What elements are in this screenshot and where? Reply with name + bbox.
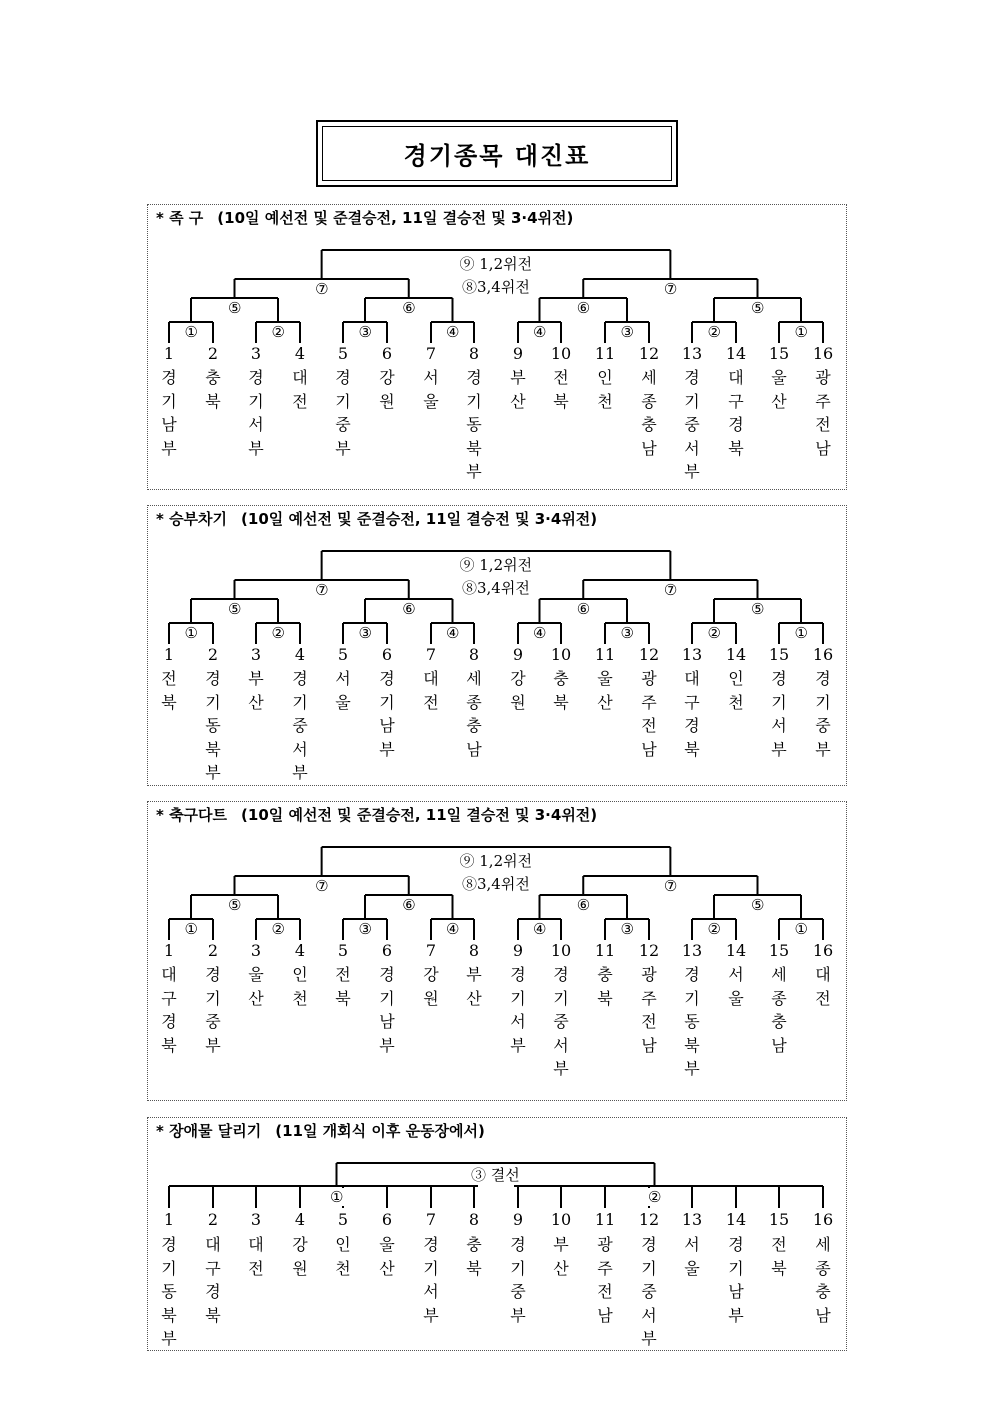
seed-number: 13 — [681, 1210, 703, 1229]
seed-number: 14 — [725, 941, 747, 960]
seed-number: 2 — [207, 645, 219, 664]
team-name: 부 산 — [248, 669, 264, 712]
team-name: 대 전 — [815, 965, 831, 1008]
seed-number: 13 — [681, 344, 703, 363]
seed-number: 16 — [812, 645, 834, 664]
team-name: 경 기 서 부 — [248, 368, 264, 458]
match-label: ⑥ — [576, 896, 591, 914]
match-label: ③ — [358, 624, 372, 642]
final-label: ⑨ 1,2위전 — [459, 255, 533, 273]
seed-number: 1 — [163, 645, 175, 664]
team-name: 경 기 남 부 — [379, 669, 395, 759]
team-name: 대 구 경 북 — [161, 965, 177, 1055]
team-name: 인 천 — [292, 965, 308, 1008]
seed-number: 9 — [512, 941, 524, 960]
seed-number: 16 — [812, 941, 834, 960]
heat-label: ② — [648, 1188, 662, 1206]
seed-number: 8 — [468, 645, 480, 664]
match-label: ⑥ — [576, 299, 591, 317]
match-label: ① — [794, 323, 808, 341]
team-name: 경 기 동 북 부 — [684, 965, 700, 1078]
team-name: 경 기 중 부 — [510, 1235, 526, 1325]
team-name: 경 기 중 부 — [335, 368, 351, 458]
seed-number: 9 — [512, 344, 524, 363]
seed-number: 7 — [425, 645, 437, 664]
seed-number: 4 — [294, 1210, 306, 1229]
seed-number: 8 — [468, 941, 480, 960]
team-name: 경 기 서 부 — [771, 669, 787, 759]
team-name: 부 산 — [553, 1235, 569, 1278]
team-name: 전 북 — [161, 669, 177, 712]
seed-number: 4 — [294, 344, 306, 363]
third-place-label: ⑧3,4위전 — [462, 579, 530, 597]
match-label: ③ — [620, 920, 634, 938]
seed-number: 16 — [812, 1210, 834, 1229]
seed-number: 6 — [381, 1210, 393, 1229]
match-label: ③ — [620, 624, 634, 642]
event-name: * 장애물 달리기 — [156, 1122, 262, 1140]
match-label: ① — [184, 624, 198, 642]
match-label: ⑦ — [315, 280, 329, 298]
team-name: 부 산 — [510, 368, 526, 411]
team-name: 인 천 — [728, 669, 744, 712]
match-label: ② — [271, 624, 285, 642]
seed-number: 3 — [250, 1210, 262, 1229]
match-label: ① — [184, 920, 198, 938]
seed-number: 9 — [512, 1210, 524, 1229]
team-name: 울 산 — [248, 965, 264, 1008]
seed-number: 12 — [638, 344, 660, 363]
team-name: 광 주 전 남 — [641, 669, 657, 759]
seed-number: 3 — [250, 645, 262, 664]
match-label: ⑤ — [228, 299, 242, 317]
team-name: 경 기 중 부 — [815, 669, 831, 759]
seed-number: 10 — [550, 1210, 572, 1229]
team-name: 경 기 남 부 — [161, 368, 177, 458]
match-label: ② — [707, 920, 721, 938]
page-title: 경기종목 대진표 — [322, 126, 672, 181]
seed-number: 4 — [294, 645, 306, 664]
team-name: 인 천 — [335, 1235, 351, 1278]
seed-number: 11 — [594, 941, 616, 960]
seed-number: 6 — [381, 941, 393, 960]
seed-number: 6 — [381, 344, 393, 363]
match-label: ⑥ — [402, 600, 416, 618]
third-place-label: ⑧3,4위전 — [462, 875, 530, 893]
seed-number: 5 — [337, 645, 349, 664]
team-name: 인 천 — [597, 368, 613, 411]
team-name: 경 기 동 북 부 — [161, 1235, 177, 1348]
match-label: ⑤ — [751, 299, 765, 317]
event-schedule: (11일 개회식 이후 운동장에서) — [275, 1122, 485, 1140]
seed-number: 6 — [381, 645, 393, 664]
seed-number: 10 — [550, 344, 572, 363]
seed-number: 10 — [550, 645, 572, 664]
match-label: ⑤ — [751, 896, 765, 914]
seed-number: 14 — [725, 645, 747, 664]
match-label: ⑦ — [663, 877, 678, 895]
seed-number: 5 — [337, 344, 349, 363]
seed-number: 10 — [550, 941, 572, 960]
match-label: ② — [271, 323, 285, 341]
event-schedule: (10일 예선전 및 준결승전, 11일 결승전 및 3·4위전) — [241, 510, 598, 528]
team-name: 울 산 — [379, 1235, 395, 1278]
team-name: 경 기 중 서 부 — [553, 965, 569, 1078]
seed-number: 12 — [638, 1210, 660, 1229]
match-label: ④ — [446, 323, 460, 341]
team-name: 충 북 — [553, 669, 569, 712]
team-name: 경 기 중 부 — [205, 965, 221, 1055]
team-name: 대 구 경 북 — [205, 1235, 221, 1325]
seed-number: 8 — [468, 344, 480, 363]
seed-number: 3 — [250, 941, 262, 960]
seed-number: 7 — [425, 344, 437, 363]
third-place-label: ⑧3,4위전 — [462, 278, 530, 296]
title-box — [316, 120, 678, 187]
seed-number: 11 — [594, 1210, 616, 1229]
team-name: 울 산 — [771, 368, 787, 411]
match-label: ② — [707, 624, 721, 642]
seed-number: 12 — [638, 941, 660, 960]
team-name: 세 종 충 남 — [641, 368, 657, 458]
team-name: 대 구 경 북 — [728, 368, 744, 458]
match-label: ⑤ — [751, 600, 765, 618]
match-label: ① — [184, 323, 198, 341]
match-label: ① — [794, 624, 808, 642]
team-name: 경 기 중 서 부 — [641, 1235, 657, 1348]
event-schedule: (10일 예선전 및 준결승전, 11일 결승전 및 3·4위전) — [241, 806, 598, 824]
team-name: 경 기 남 부 — [728, 1235, 744, 1325]
team-name: 대 전 — [292, 368, 308, 411]
match-label: ⑦ — [663, 280, 678, 298]
team-name: 경 기 남 부 — [379, 965, 395, 1055]
match-label: ② — [271, 920, 285, 938]
final-label: ⑨ 1,2위전 — [459, 556, 533, 574]
match-label: ④ — [533, 624, 547, 642]
match-label: ① — [794, 920, 808, 938]
match-label: ⑥ — [576, 600, 591, 618]
seed-number: 14 — [725, 344, 747, 363]
match-label: ⑥ — [402, 299, 416, 317]
seed-number: 11 — [594, 645, 616, 664]
team-name: 충 북 — [205, 368, 221, 411]
team-name: 충 북 — [597, 965, 613, 1008]
section-4 — [147, 1117, 847, 1351]
seed-number: 9 — [512, 645, 524, 664]
team-name: 경 기 서 부 — [510, 965, 526, 1055]
team-name: 강 원 — [510, 669, 526, 712]
seed-number: 4 — [294, 941, 306, 960]
seed-number: 14 — [725, 1210, 747, 1229]
seed-number: 13 — [681, 645, 703, 664]
team-name: 경 기 동 북 부 — [466, 368, 482, 481]
team-name: 강 원 — [423, 965, 439, 1008]
seed-number: 2 — [207, 344, 219, 363]
team-name: 세 종 충 남 — [771, 965, 787, 1055]
seed-number: 7 — [425, 941, 437, 960]
team-name: 전 북 — [335, 965, 351, 1008]
seed-number: 12 — [638, 645, 660, 664]
event-name: * 승부차기 — [156, 510, 228, 528]
match-label: ⑦ — [315, 581, 329, 599]
seed-number: 2 — [207, 1210, 219, 1229]
team-name: 광 주 전 남 — [815, 368, 831, 458]
seed-number: 3 — [250, 344, 262, 363]
final-label: ③ 결선 — [471, 1166, 520, 1184]
team-name: 서 울 — [335, 669, 351, 712]
seed-number: 2 — [207, 941, 219, 960]
team-name: 강 원 — [379, 368, 395, 411]
team-name: 충 북 — [466, 1235, 482, 1278]
section-1 — [147, 204, 847, 490]
match-label: ③ — [620, 323, 634, 341]
seed-number: 1 — [163, 941, 175, 960]
team-name: 전 북 — [553, 368, 569, 411]
section-2 — [147, 505, 847, 786]
seed-number: 7 — [425, 1210, 437, 1229]
team-name: 광 주 전 남 — [641, 965, 657, 1055]
seed-number: 15 — [768, 645, 790, 664]
match-label: ⑤ — [228, 600, 242, 618]
seed-number: 16 — [812, 344, 834, 363]
team-name: 전 북 — [771, 1235, 787, 1278]
seed-number: 11 — [594, 344, 616, 363]
seed-number: 1 — [163, 1210, 175, 1229]
team-name: 서 울 — [728, 965, 744, 1008]
seed-number: 15 — [768, 941, 790, 960]
team-name: 대 전 — [423, 669, 439, 712]
seed-number: 5 — [337, 941, 349, 960]
seed-number: 13 — [681, 941, 703, 960]
team-name: 세 종 충 남 — [466, 669, 482, 759]
final-label: ⑨ 1,2위전 — [459, 852, 533, 870]
seed-number: 5 — [337, 1210, 349, 1229]
team-name: 강 원 — [292, 1235, 308, 1278]
match-label: ⑦ — [663, 581, 678, 599]
match-label: ④ — [446, 920, 460, 938]
event-name: * 족 구 — [156, 209, 204, 227]
event-name: * 축구다트 — [156, 806, 228, 824]
team-name: 대 구 경 북 — [684, 669, 700, 759]
team-name: 서 울 — [423, 368, 439, 411]
match-label: ⑤ — [228, 896, 242, 914]
match-label: ④ — [533, 323, 547, 341]
seed-number: 8 — [468, 1210, 480, 1229]
match-label: ④ — [446, 624, 460, 642]
team-name: 광 주 전 남 — [597, 1235, 613, 1325]
team-name: 경 기 서 부 — [423, 1235, 439, 1325]
event-schedule: (10일 예선전 및 준결승전, 11일 결승전 및 3·4위전) — [217, 209, 574, 227]
team-name: 서 울 — [684, 1235, 700, 1278]
seed-number: 15 — [768, 344, 790, 363]
team-name: 경 기 중 서 부 — [292, 669, 308, 782]
heat-label: ① — [330, 1188, 344, 1206]
match-label: ⑦ — [315, 877, 329, 895]
seed-number: 15 — [768, 1210, 790, 1229]
team-name: 경 기 동 북 부 — [205, 669, 221, 782]
match-label: ③ — [358, 920, 372, 938]
team-name: 경 기 중 서 부 — [684, 368, 700, 481]
match-label: ③ — [358, 323, 372, 341]
seed-number: 1 — [163, 344, 175, 363]
match-label: ④ — [533, 920, 547, 938]
team-name: 대 전 — [248, 1235, 264, 1278]
match-label: ⑥ — [402, 896, 416, 914]
section-3 — [147, 801, 847, 1101]
team-name: 세 종 충 남 — [815, 1235, 831, 1325]
team-name: 부 산 — [466, 965, 482, 1008]
match-label: ② — [707, 323, 721, 341]
team-name: 울 산 — [597, 669, 613, 712]
